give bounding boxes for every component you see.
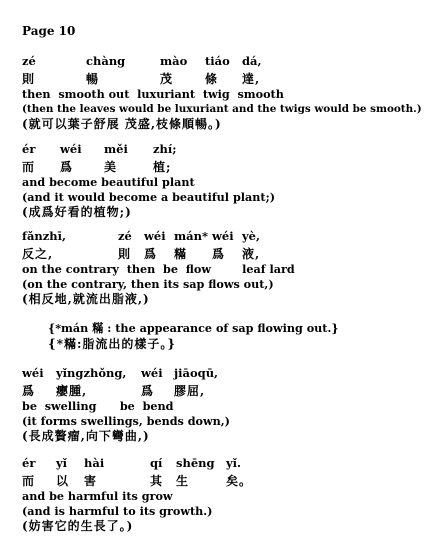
hanzi-word: 茂 xyxy=(160,72,174,86)
pinyin-word: wéi xyxy=(22,366,44,380)
pinyin-word: chàng xyxy=(86,54,126,68)
pinyin-word: ér xyxy=(22,142,36,156)
hanzi-word: 爲 xyxy=(144,247,158,261)
hanzi-word: 反之, xyxy=(22,247,54,261)
english-gloss: be swelling be bend xyxy=(22,399,174,413)
english-gloss: and become beautiful plant xyxy=(22,175,195,189)
pinyin-word: yǐ. xyxy=(226,456,242,470)
pinyin-word: tiáo xyxy=(205,54,230,68)
hanzi-word: 液, xyxy=(242,247,261,261)
english-translation: (and is harmful to its growth.) xyxy=(22,504,213,518)
page-number: Page 10 xyxy=(22,24,76,38)
english-translation: (on the contrary, then its sap flows out,) xyxy=(22,277,274,291)
pinyin-word: shēng xyxy=(176,456,215,470)
hanzi-word: 暢 xyxy=(86,72,100,86)
hanzi-word: 達, xyxy=(242,72,261,86)
pinyin-word: mán* xyxy=(174,229,208,243)
hanzi-word: 矣。 xyxy=(226,474,253,488)
footnote-chinese: {*䊟:脂流出的樣子。} xyxy=(48,337,177,351)
pinyin-word: měi xyxy=(104,142,128,156)
hanzi-word: 癭腫, xyxy=(56,384,88,398)
english-translation: (then the leaves would be luxuriant and the twigs would be smooth.) xyxy=(22,103,422,115)
hanzi-word: 䊟 xyxy=(174,247,188,261)
pinyin-word: zé xyxy=(118,229,132,243)
pinyin-word: qí xyxy=(150,456,163,470)
english-gloss: on the contrary then be flow leaf lard xyxy=(22,262,295,276)
hanzi-word: 爲 xyxy=(60,160,74,174)
chinese-translation: (妨害它的生長了。) xyxy=(22,519,134,533)
pinyin-word: dá, xyxy=(242,54,262,68)
pinyin-word: yǐ xyxy=(56,456,68,470)
pinyin-word: wéi xyxy=(212,229,234,243)
hanzi-word: 而 xyxy=(22,474,36,488)
pinyin-word: ér xyxy=(22,456,36,470)
hanzi-word: 膠屈, xyxy=(174,384,206,398)
pinyin-word: yǐngzhǒng, xyxy=(56,366,127,380)
hanzi-word: 爲 xyxy=(141,384,155,398)
pinyin-word: hài xyxy=(84,456,105,470)
pinyin-word: wéi xyxy=(60,142,82,156)
hanzi-word: 則 xyxy=(118,247,132,261)
pinyin-word: yè, xyxy=(242,229,261,243)
chinese-translation: (相反地,就流出脂液,) xyxy=(22,292,150,306)
english-gloss: and be harmful its grow xyxy=(22,489,173,503)
hanzi-word: 條 xyxy=(205,72,219,86)
pinyin-word: jiāoqū, xyxy=(174,366,219,380)
hanzi-word: 爲 xyxy=(212,247,226,261)
hanzi-word: 植; xyxy=(153,160,172,174)
hanzi-word: 爲 xyxy=(22,384,36,398)
pinyin-word: zé xyxy=(22,54,36,68)
hanzi-word: 以 xyxy=(56,474,70,488)
hanzi-word: 其 xyxy=(150,474,164,488)
pinyin-word: wéi xyxy=(141,366,163,380)
hanzi-word: 害 xyxy=(84,474,98,488)
chinese-translation: (就可以葉子舒展 茂盛,枝條順暢。) xyxy=(22,117,222,131)
english-translation: (it forms swellings, bends down,) xyxy=(22,414,230,428)
english-gloss: then smooth out luxuriant twig smooth xyxy=(22,87,284,101)
hanzi-word: 則 xyxy=(22,72,36,86)
hanzi-word: 美 xyxy=(104,160,118,174)
pinyin-word: zhí; xyxy=(153,142,177,156)
english-translation: (and it would become a beautiful plant;) xyxy=(22,190,275,204)
footnote-english: {*mán 䊟 : the appearance of sap flowing out.} xyxy=(48,321,339,335)
pinyin-word: wéi xyxy=(144,229,166,243)
chinese-translation: (長成贅瘤,向下彎曲,) xyxy=(22,429,150,443)
pinyin-word: fǎnzhī, xyxy=(22,229,67,243)
pinyin-word: mào xyxy=(160,54,188,68)
chinese-translation: (成爲好看的植物;) xyxy=(22,205,132,219)
hanzi-word: 而 xyxy=(22,160,36,174)
hanzi-word: 生 xyxy=(176,474,190,488)
